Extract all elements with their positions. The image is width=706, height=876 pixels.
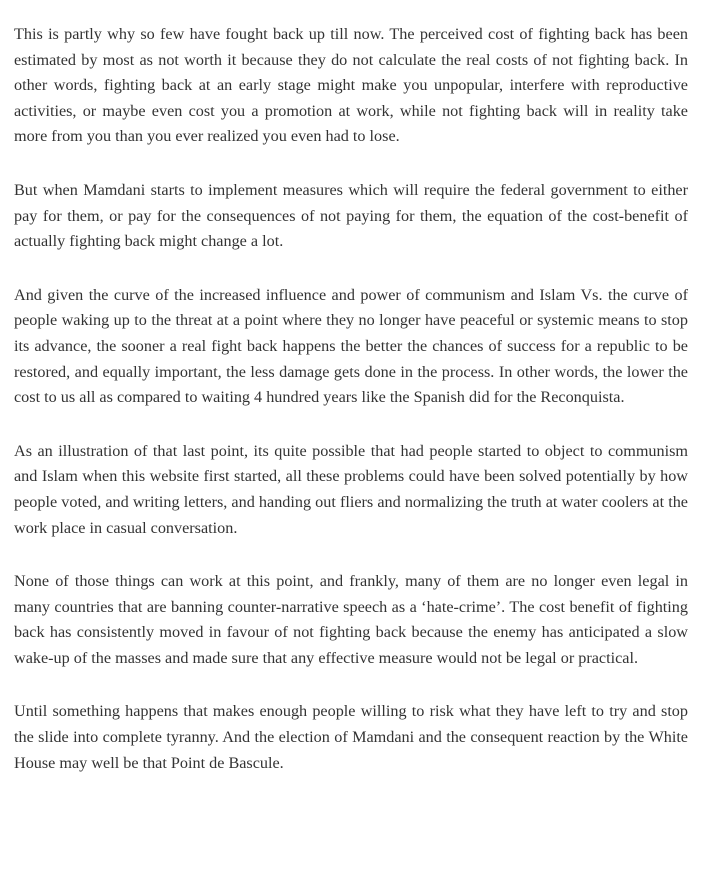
paragraph: And given the curve of the increased influence and power of communism and Islam Vs. the curve of people waking up to the threat at a point where they no longer have peaceful or systemic means to stop its advance, the sooner a real fight back happens the better the chances of success for a republic to be restored, and equally important, the less damage gets done in the process. In other words, the lower the cost to us all as compared to waiting 4 hundred years like the Spanish did for the Reconquista. — [14, 285, 688, 407]
paragraph: But when Mamdani starts to implement measures which will require the federal government to either pay for them, or pay for the consequences of not paying for them, the equation of the cost-benefit of actually fighting back might change a lot. — [14, 180, 688, 251]
paragraph: As an illustration of that last point, its quite possible that had people started to object to communism and Islam when this website first started, all these problems could have been solved potentially by how people voted, and writing letters, and handing out fliers and normalizing the truth at water coolers at the work place in casual conversation. — [14, 441, 688, 537]
paragraph: This is partly why so few have fought back up till now. The perceived cost of fighting back has been estimated by most as not worth it because they do not calculate the real costs of not fighting back. In other words, fighting back at an early stage might make you unpopular, interfere with reproductive activities, or maybe even cost you a promotion at work, while not fighting back will in reality take more from you than you ever realized you even had to lose. — [14, 25, 688, 146]
paragraph: Until something happens that makes enough people willing to risk what they have left to try and stop the slide into complete tyranny. And the election of Mamdani and the consequent reaction by the White House may well be that Point de Bascule. — [14, 702, 688, 772]
paragraph: None of those things can work at this point, and frankly, many of them are no longer even legal in many countries that are banning counter-narrative speech as a ‘hate-crime’. The cost benefit of fighting back has consistently moved in favour of not fighting back because the enemy has anticipated a slow wake-up of the masses and made sure that any effective measure would not be legal or practical. — [14, 572, 688, 667]
